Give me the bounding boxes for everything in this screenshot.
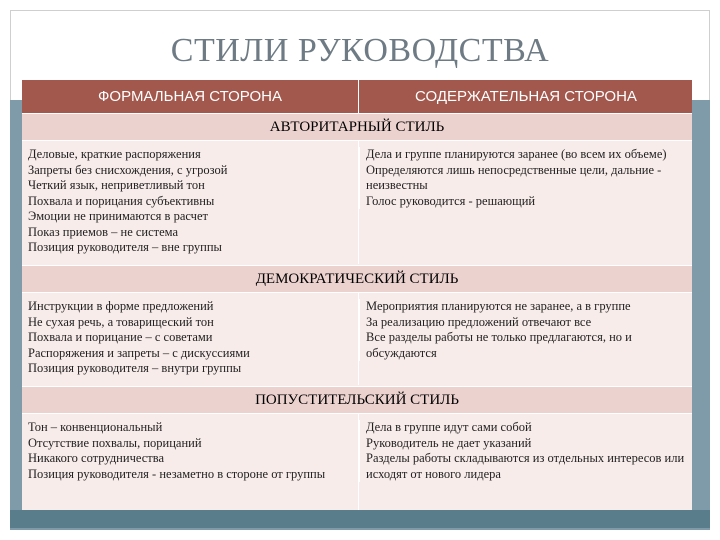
authoritarian-content-cell: Дела и группе планируются заранее (во всем их объеме) Определяются лишь непосредственные цели, дальние - неизвестны Голос руководится - решающий [359, 147, 692, 209]
section-permissive-title: ПОПУСТИТЕЛЬСКИЙ СТИЛЬ [22, 386, 692, 414]
democratic-formal-cell: Инструкции в форме предложений Не сухая речь, а товарищеский тон Похвала и порицание – с советами Распоряжения и запреты – с дискуссиями Позиция руководителя – внутри группы [28, 299, 250, 375]
section-authoritarian-title: АВТОРИТАРНЫЙ СТИЛЬ [22, 113, 692, 141]
slide-footer-band [10, 510, 710, 528]
permissive-content-cell: Дела в группе идут сами собой Руководитель не дает указаний Разделы работы складываются из отдельных интересов или исходят от нового лидера [359, 420, 692, 482]
authoritarian-formal-cell: Деловые, краткие распоряжения Запреты без снисхождения, с угрозой Четкий язык, неприветливый тон Похвала и порицания субъективны Эмоции не принимаются в расчет Показ приемов – не система Позиция руководителя – вне группы [28, 147, 228, 254]
democratic-content-cell: Мероприятия планируются не заранее, а в группе За реализацию предложений отвечают все Все разделы работы не только предлагаются, но и обсуждаются [359, 299, 692, 361]
slide-title: СТИЛИ РУКОВОДСТВА [170, 32, 550, 69]
section-democratic-row [22, 293, 692, 385]
section-permissive-row [22, 414, 692, 510]
header-content-side: СОДЕРЖАТЕЛЬНАЯ СТОРОНА [358, 80, 693, 113]
section-democratic-title: ДЕМОКРАТИЧЕСКИЙ СТИЛЬ [22, 265, 692, 293]
header-formal-side: ФОРМАЛЬНАЯ СТОРОНА [98, 88, 282, 105]
leadership-styles-table [22, 113, 692, 510]
permissive-formal-cell: Тон – конвенциональный Отсутствие похвалы, порицаний Никакого сотрудничества Позиция руководителя - незаметно в стороне от группы [28, 420, 326, 481]
table-header [22, 80, 692, 113]
section-authoritarian-row [22, 141, 692, 264]
